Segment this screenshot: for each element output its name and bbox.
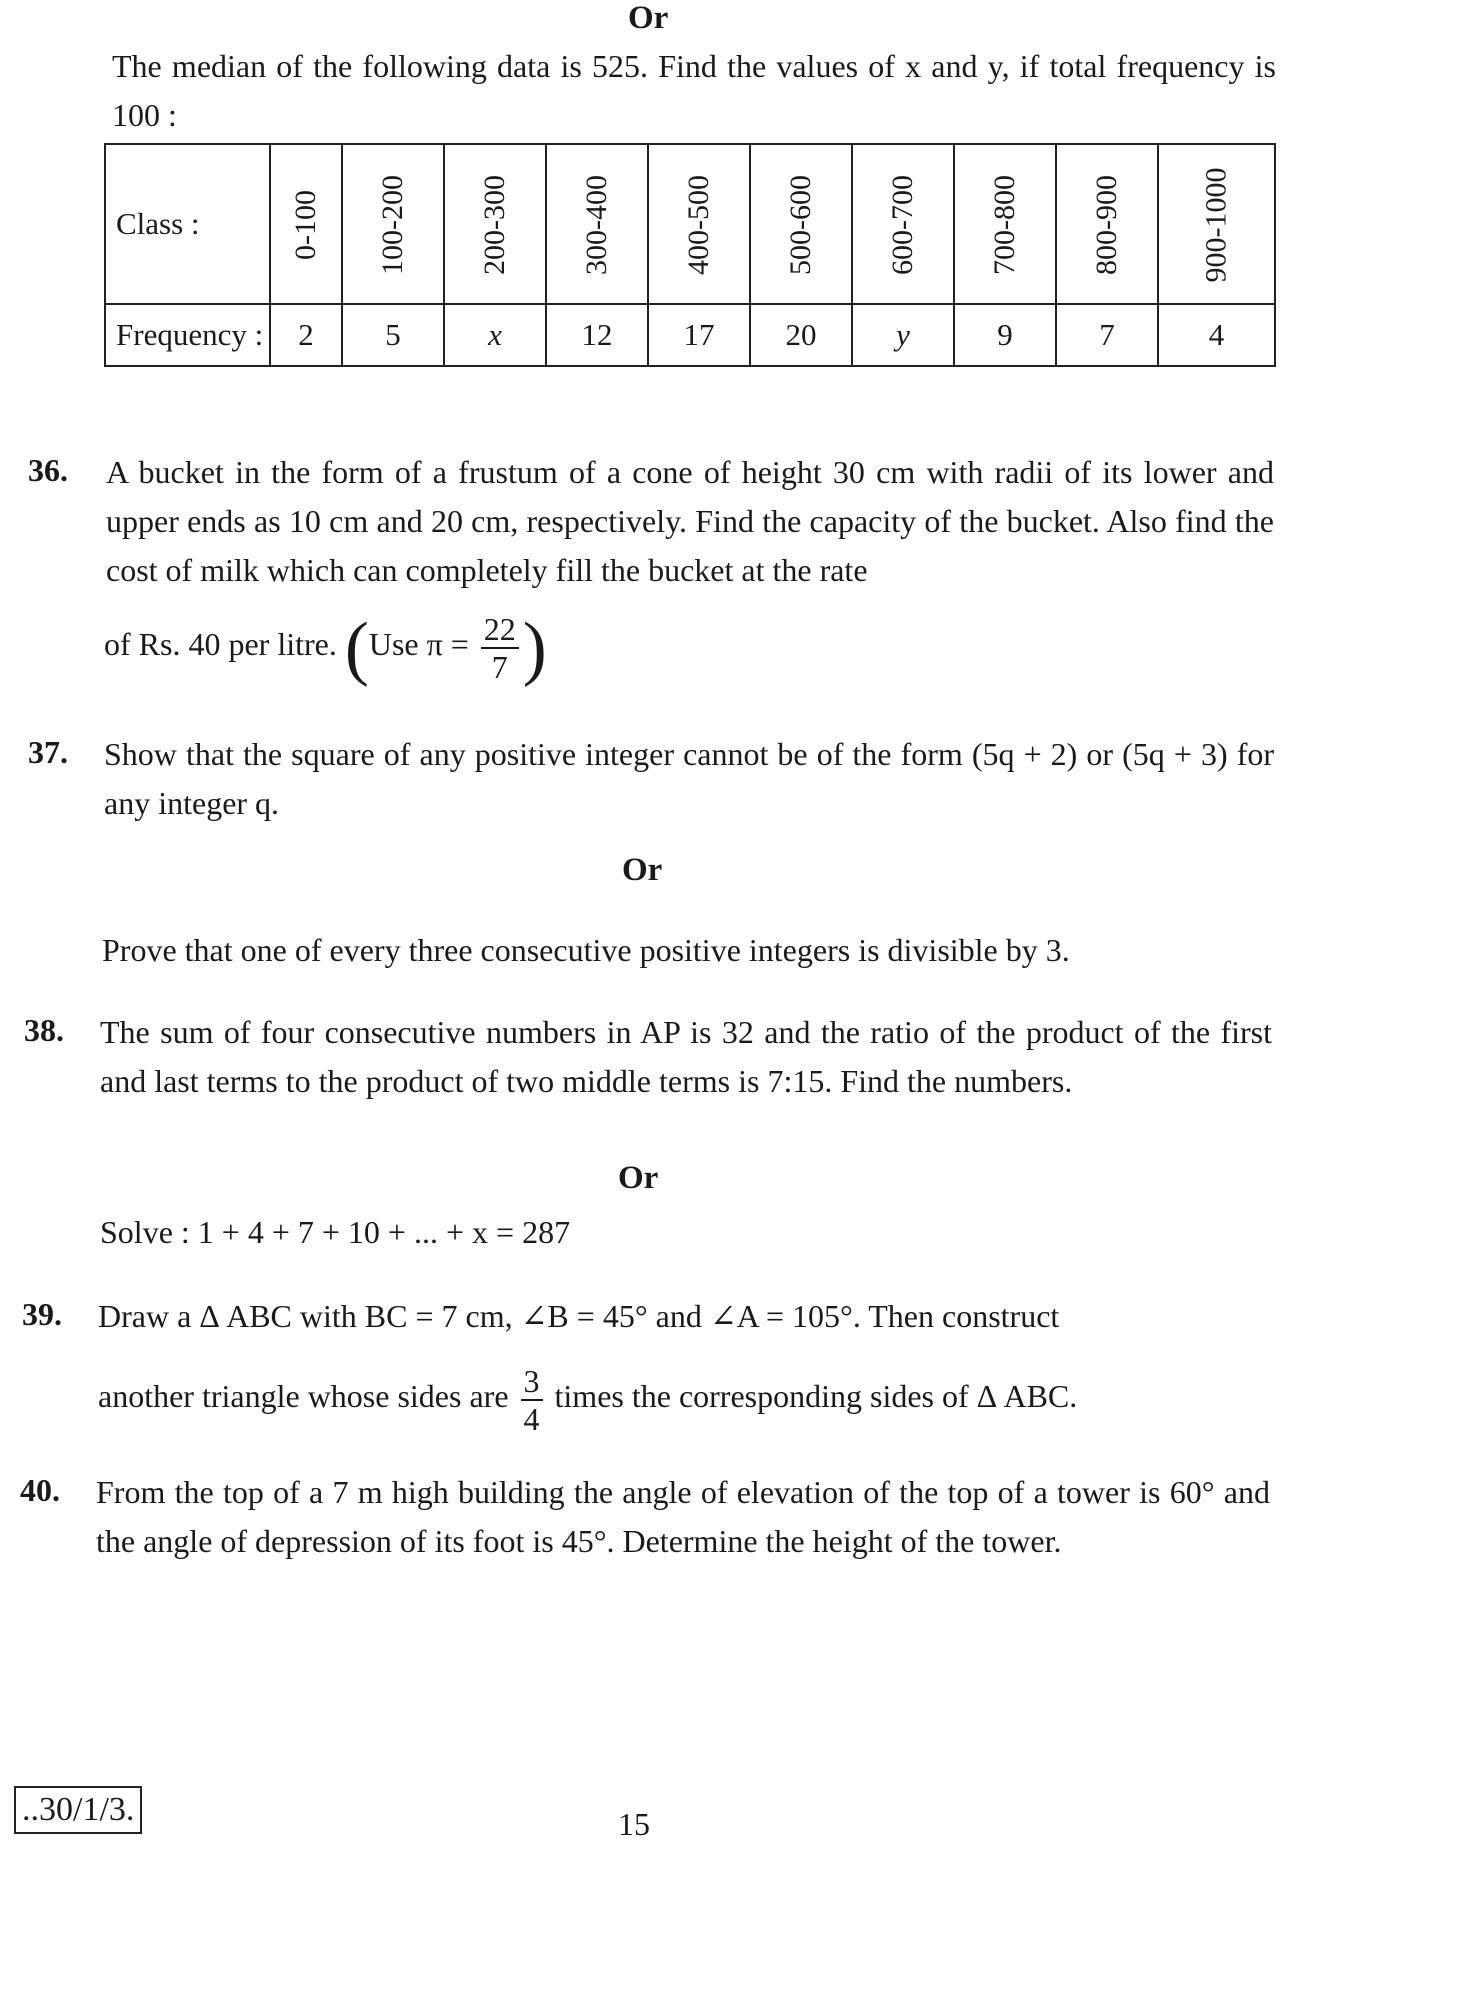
q37-or-text: Prove that one of every three consecutive positive integers is divisible by 3.	[102, 932, 1070, 968]
class-cell: 600-700	[852, 144, 954, 304]
frequency-cell: 5	[342, 304, 444, 366]
class-cell: 500-600	[750, 144, 852, 304]
q39-line2	[98, 1356, 1270, 1437]
frequency-cell: 4	[1158, 304, 1275, 366]
class-cell: 400-500	[648, 144, 750, 304]
or-heading-q37: Or	[622, 852, 663, 888]
q35-or-text: The median of the following data is 525. Find the values of x and y, if total frequency is 100 :	[112, 48, 1276, 133]
frequency-cell: 17	[648, 304, 750, 366]
frequency-cell: x	[444, 304, 546, 366]
three-quarters-fraction: $\frac{3}{4}$	[521, 1363, 543, 1437]
or-heading-q38: Or	[618, 1160, 659, 1196]
q38-or-text: Solve : 1 + 4 + 7 + 10 + ... + x = 287	[100, 1214, 571, 1250]
frequency-cell: y	[852, 304, 954, 366]
q37-text: Show that the square of any positive integer cannot be of the form (5q + 2) or (5q + 3) for any integer q.	[104, 736, 1274, 821]
class-cell: 800-900	[1056, 144, 1158, 304]
question-number-36: 36.	[28, 452, 68, 488]
class-cell: 0-100	[270, 144, 342, 304]
frequency-cell: 2	[270, 304, 342, 366]
frequency-cell: 12	[546, 304, 648, 366]
frequency-label: Frequency :	[105, 304, 270, 366]
q36-rate-line	[104, 604, 1274, 688]
frequency-cell: 9	[954, 304, 1056, 366]
class-label: Class :	[105, 144, 270, 304]
frequency-cell: 20	[750, 304, 852, 366]
right-paren: )	[522, 607, 547, 688]
left-paren: (	[344, 607, 369, 688]
class-cell: 200-300	[444, 144, 546, 304]
question-number-40: 40.	[20, 1472, 60, 1508]
question-number-37: 37.	[28, 734, 68, 770]
q38-text: The sum of four consecutive numbers in AP is 32 and the ratio of the product of the first and last terms to the product of two middle terms is 7:15. Find the numbers.	[100, 1014, 1272, 1099]
or-heading-q35: Or	[628, 0, 669, 36]
q40-text: From the top of a 7 m high building the angle of elevation of the top of a tower is 60° and the angle of depression of its foot is 45°. Determine the height of the tower.	[96, 1474, 1270, 1559]
frequency-table	[104, 143, 1276, 367]
q39-line2-suffix: times the corresponding sides of Δ ABC.	[554, 1378, 1078, 1414]
question-number-38: 38.	[24, 1012, 64, 1048]
class-cell: 300-400	[546, 144, 648, 304]
frequency-row	[105, 304, 1275, 366]
q39-line2-prefix: another triangle whose sides are	[98, 1378, 509, 1414]
paper-code: ..30/1/3.	[14, 1786, 142, 1834]
class-cell: 900-1000	[1158, 144, 1275, 304]
q36-rate-text: of Rs. 40 per litre.	[104, 626, 337, 662]
page-number: 15	[618, 1806, 650, 1842]
question-number-39: 39.	[22, 1296, 62, 1332]
q39-text: Draw a Δ ABC with BC = 7 cm, ∠B = 45° and ∠A = 105°. Then construct	[98, 1298, 1060, 1334]
q36-hint-prefix: Use π =	[368, 626, 469, 662]
q36-text: A bucket in the form of a frustum of a cone of height 30 cm with radii of its lower and upper ends as 10 cm and 20 cm, respectively. Find the capacity of the bucket. Also find the cost of milk which can completely fill the bucket at the rate	[106, 454, 1274, 588]
class-row	[105, 144, 1275, 304]
class-cell: 100-200	[342, 144, 444, 304]
frequency-cell: 7	[1056, 304, 1158, 366]
class-cell: 700-800	[954, 144, 1056, 304]
pi-fraction: $\frac{22}{7}$	[481, 611, 519, 685]
